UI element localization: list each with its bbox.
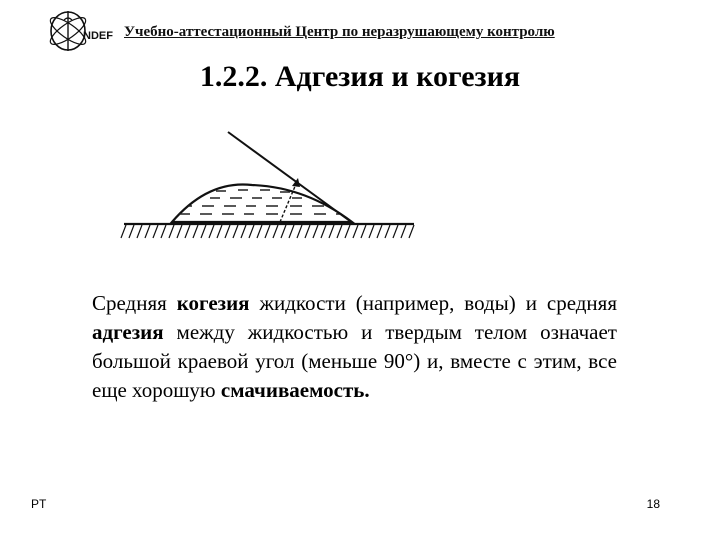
- body-text-4: .: [364, 378, 370, 402]
- contact-angle-diagram: [120, 126, 420, 246]
- ndef-logo: [44, 8, 124, 54]
- term-cohesion: когезия: [176, 291, 250, 315]
- body-text-1: Средняя: [92, 291, 177, 315]
- footer-label: PT: [31, 497, 47, 511]
- term-adhesion: адгезия: [92, 320, 164, 344]
- body-text-2: жидкости (например, воды) и средняя: [249, 291, 617, 315]
- solid-surface: [121, 224, 414, 238]
- slide-title: 1.2.2. Адгезия и когезия: [199, 60, 521, 93]
- term-wettability: смачиваемость: [220, 378, 365, 402]
- header-title: Учебно-аттестационный Центр по неразрушающему контролю: [124, 24, 555, 40]
- body-paragraph: [92, 289, 617, 405]
- logo-text: NDEF: [83, 30, 113, 42]
- body-text-3: между жидкостью и твердым телом означает большой краевой угол (меньше 90°) и, вместе с этим, все еще хорошую: [92, 320, 617, 402]
- page-number: 18: [646, 497, 660, 511]
